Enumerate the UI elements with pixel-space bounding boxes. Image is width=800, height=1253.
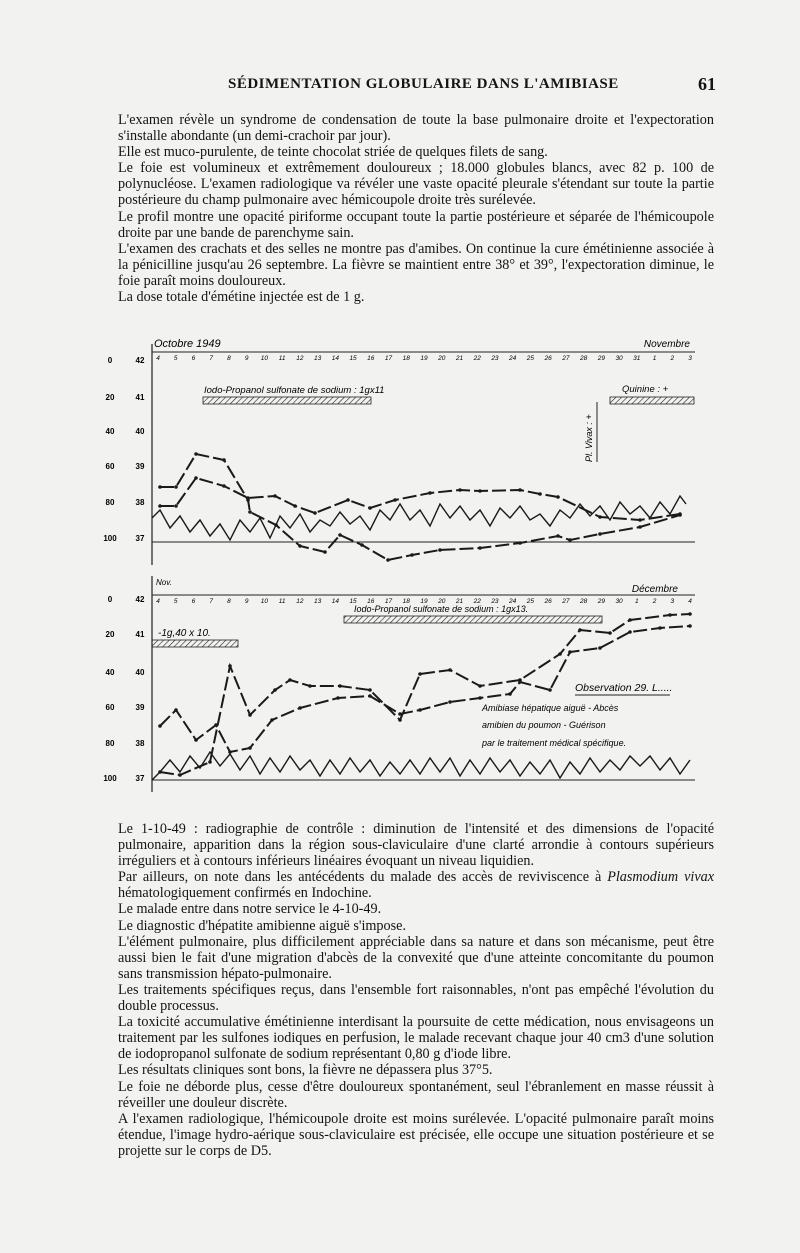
x-tick-label: 21 [455, 598, 464, 605]
sedimentation-1h-line-point [556, 534, 560, 538]
paragraph: Le 1-10-49 : radiographie de contrôle : diminution de l'intensité et des dimensions de l'opacité pulmonaire, apparition dans la région sous-claviculaire d'une clarté arrondie à contours supérieurs irréguliers et à contours inférieurs linéaires évoquant un niveau liquidien. [118, 821, 714, 870]
x-tick-label: 14 [331, 598, 339, 605]
treatment-label: Iodo-Propanol sulfonate de sodium : 1gx11 [204, 385, 385, 396]
x-tick-label: 2 [670, 355, 675, 362]
body-text-top [118, 112, 714, 305]
chart-2-y-left-labels [103, 595, 117, 783]
sedimentation-2h-line-point [393, 498, 397, 502]
sedimentation-2h-line-point [458, 488, 462, 492]
paragraph: Par ailleurs, on note dans les antécédents du malade des accès de reviviscence à Plasmodium vivax hématologiquement confirmés en Indochine. [118, 869, 715, 902]
observation-title: Observation 29. L..... [575, 682, 673, 694]
y-left-label: 20 [105, 393, 115, 402]
sedimentation-2h-line-point [368, 506, 372, 510]
sedimentation-1h-line-point [368, 688, 372, 692]
chart-1-y-left-labels [103, 356, 117, 543]
sedimentation-1h-line-point [158, 485, 162, 489]
sedimentation-2h-line-point [428, 491, 432, 495]
x-tick-label: 8 [227, 598, 231, 605]
sedimentation-1h-line-point [338, 684, 342, 688]
observation-line: par le traitement médical spécifique. [482, 738, 627, 748]
x-tick-label: 17 [384, 355, 393, 362]
y-temp-label: 37 [135, 774, 145, 783]
temperature-chart-figure [100, 330, 700, 805]
x-tick-label: 22 [473, 598, 481, 605]
y-temp-label: 39 [135, 703, 145, 712]
sedimentation-1h-line-point [360, 543, 364, 547]
sedimentation-1h-line-point [248, 510, 252, 514]
sedimentation-2h-line-point [568, 650, 572, 654]
x-tick-label: 24 [509, 598, 517, 605]
x-tick-label: 4 [156, 355, 160, 362]
body-text-bottom [118, 821, 714, 1159]
sedimentation-2h-line-point [448, 700, 452, 704]
x-tick-label: 11 [278, 355, 286, 362]
sedimentation-1h-line-point [273, 688, 277, 692]
chart-2-series [152, 612, 692, 780]
sedimentation-2h-line-point [368, 694, 372, 698]
chart-1-month-end: Novembre [643, 339, 690, 350]
y-left-label: 60 [105, 703, 115, 712]
y-left-label: 100 [103, 774, 117, 783]
x-tick-label: 9 [244, 355, 249, 362]
paragraph: Elle est muco-purulente, de teinte chocolat striée de quelques filets de sang. [118, 144, 548, 161]
sedimentation-1h-line-point [418, 672, 422, 676]
sedimentation-1h-line-point [438, 548, 442, 552]
sedimentation-1h-line-point [386, 558, 390, 562]
chart-2-month-start: Nov. [156, 578, 172, 587]
sedimentation-2h-line-point [548, 688, 552, 692]
sedimentation-2h-line-point [688, 624, 692, 628]
y-temp-label: 40 [135, 427, 145, 436]
paragraph: Le foie ne déborde plus, cesse d'être douloureux spontanément, seul l'ébranlement en masse réussit à réveiller une douleur discrète. [118, 1078, 714, 1111]
sedimentation-1h-line-point [448, 668, 452, 672]
y-temp-label: 38 [135, 498, 145, 507]
y-temp-label: 38 [135, 739, 145, 748]
treatment-bar [610, 397, 694, 404]
sedimentation-1h-line-point [478, 684, 482, 688]
y-temp-label: 41 [135, 393, 145, 402]
sedimentation-1h-line-point [228, 664, 232, 668]
x-tick-label: 7 [209, 355, 214, 362]
page-number: 61 [698, 74, 716, 94]
species-name: Plasmodium vivax [607, 869, 715, 886]
y-left-label: 60 [105, 462, 115, 471]
x-tick-label: 13 [313, 598, 322, 605]
observation-line: amibien du poumon - Guérison [482, 720, 606, 730]
y-left-label: 40 [105, 427, 115, 436]
x-tick-label: 29 [597, 598, 605, 605]
sedimentation-1h-line-point [638, 525, 642, 529]
paragraph: Les traitements spécifiques reçus, dans l'ensemble fort raisonnables, n'ont pas empêché l'évolution du double processus. [118, 981, 714, 1015]
x-tick-label: 31 [633, 355, 641, 362]
x-tick-label: 15 [349, 355, 357, 362]
chart-1-month-start: Octobre 1949 [154, 338, 221, 350]
x-tick-label: 13 [313, 355, 322, 362]
y-temp-label: 37 [135, 534, 145, 543]
paragraph: Les résultats cliniques sont bons, la fièvre ne dépassera plus 37°5. [118, 1062, 493, 1079]
x-tick-label: 20 [438, 598, 446, 605]
sedimentation-2h-line-point [598, 646, 602, 650]
sedimentation-2h-line-point [508, 692, 512, 696]
x-tick-label: 28 [579, 355, 588, 362]
paragraph: L'élément pulmonaire, plus difficilement appréciable dans sa nature et dans son mécanisme, peut être aussi bien le fait d'une migration d'abcès de la convexité que d'une atteinte concomitante du poumon sans transmission hépato-pulmonaire. [118, 933, 714, 982]
observation-note [481, 682, 672, 748]
sedimentation-1h-line-point [598, 532, 602, 536]
running-title: SÉDIMENTATION GLOBULAIRE DANS L'AMIBIASE [228, 76, 619, 92]
x-tick-label: 1 [652, 355, 657, 362]
x-tick-label: 10 [260, 355, 269, 362]
sedimentation-2h-line-point [398, 712, 402, 716]
sedimentation-1h-line-point [178, 773, 182, 777]
x-tick-label: 6 [191, 598, 196, 605]
x-tick-label: 26 [544, 598, 552, 605]
paragraph: Le diagnostic d'hépatite amibienne aiguë s'impose. [118, 917, 406, 934]
sedimentation-2h-line-point [222, 484, 226, 488]
sedimentation-2h-line-point [194, 738, 198, 742]
x-tick-label: 12 [296, 598, 304, 605]
sedimentation-1h-line-point [222, 458, 226, 462]
y-temp-label: 42 [135, 595, 145, 604]
sedimentation-2h-line-point [336, 696, 340, 700]
sedimentation-1h-line-point [308, 684, 312, 688]
x-tick-label: 12 [296, 355, 304, 362]
sedimentation-1h-line-point [568, 538, 572, 542]
x-tick-label: 5 [173, 355, 178, 362]
observation-line: Amibiase hépatique aiguë - Abcès [482, 703, 619, 713]
sedimentation-2h-line-point [174, 708, 178, 712]
y-temp-label: 42 [135, 356, 145, 365]
sedimentation-2h-line-point [518, 488, 522, 492]
paragraph: A l'examen radiologique, l'hémicoupole droite est moins surélevée. L'opacité pulmonaire paraît moins étendue, l'image hydro-aérique sous-claviculaire est précisée, elle occupe une situation postérieure et se projette sur le corps de D5. [118, 1110, 714, 1159]
sedimentation-2h-line-point [678, 512, 682, 516]
x-tick-label: 3 [670, 598, 675, 605]
treatment-bar [344, 616, 602, 623]
sedimentation-1h-line-point [174, 485, 178, 489]
paragraph: La dose totale d'émétine injectée est de 1 g. [118, 289, 365, 306]
sedimentation-2h-line-point [598, 515, 602, 519]
sedimentation-1h-line [160, 614, 690, 775]
sedimentation-1h-line-point [288, 678, 292, 682]
x-tick-label: 16 [367, 355, 375, 362]
x-tick-label: 29 [597, 355, 605, 362]
treatment-bar [203, 397, 371, 404]
y-left-label: 40 [105, 668, 115, 677]
x-tick-label: 2 [652, 598, 657, 605]
annotation-vivax: Pl. Vivax : + [584, 414, 594, 462]
x-tick-label: 19 [420, 598, 428, 605]
chart-2-y-right-labels [136, 595, 145, 783]
paragraph: Le profil montre une opacité piriforme occupant toute la partie postérieure et séparée de l'hémicoupole droite par une bande de parenchyme sain. [118, 208, 714, 241]
sedimentation-1h-line-point [558, 652, 562, 656]
page-header [118, 74, 718, 98]
sedimentation-1h-line-point [668, 613, 672, 617]
sedimentation-2h-line-point [246, 496, 250, 500]
sedimentation-2h-line-point [538, 492, 542, 496]
chart-1-y-right-labels [136, 356, 145, 543]
sedimentation-2h-line-point [293, 504, 297, 508]
sedimentation-2h-line-point [628, 630, 632, 634]
paragraph: La toxicité accumulative émétinienne interdisant la poursuite de cette médication, nous envisageons un traitement par les sulfones iodiques en perfusion, le malade recevant chaque jour 40 cm3 d'une solution de iodopropanol sulfonate de sodium représentant 0,80 g d'iode libre. [118, 1014, 714, 1063]
chart-1 [103, 338, 695, 565]
sedimentation-1h-line-point [410, 553, 414, 557]
chart-1-x-ticks [156, 355, 692, 362]
x-tick-label: 9 [244, 598, 249, 605]
x-tick-label: 22 [473, 355, 481, 362]
sedimentation-2h-line-point [313, 511, 317, 515]
sedimentation-2h-line-point [248, 746, 252, 750]
chart-2-month-end: Décembre [631, 584, 678, 595]
x-tick-label: 14 [331, 355, 339, 362]
sedimentation-2h-line-point [270, 718, 274, 722]
sedimentation-1h-line-point [298, 544, 302, 548]
treatment-bar [152, 640, 238, 647]
x-tick-label: 24 [509, 355, 517, 362]
x-tick-label: 8 [227, 355, 231, 362]
sedimentation-1h-line [160, 454, 680, 560]
sedimentation-1h-line-point [398, 718, 402, 722]
paragraph: Le foie est volumineux et extrêmement douloureux ; 18.000 globules blancs, avec 82 p. 100 de polynucléose. L'examen radiologique va révéler une vaste opacité pleurale s'étendant sur toute la partie postérieure du champ pulmonaire avec hémicoupole droite très surélevée. [118, 160, 714, 209]
x-tick-label: 17 [384, 598, 393, 605]
y-left-label: 100 [103, 534, 117, 543]
x-tick-label: 5 [173, 598, 178, 605]
x-tick-label: 15 [349, 598, 357, 605]
y-left-label: 80 [105, 739, 115, 748]
paragraph: L'examen révèle un syndrome de condensation de toute la base pulmonaire droite et l'expectoration s'installe abondante (un demi-crachoir par jour). [118, 112, 714, 145]
sedimentation-1h-line-point [194, 452, 198, 456]
sedimentation-2h-line-point [158, 504, 162, 508]
x-tick-label: 21 [455, 355, 464, 362]
paragraph: L'examen des crachats et des selles ne montre pas d'amibes. On continue la cure émétinienne associée à la pénicilline jusqu'au 26 septembre. La fièvre se maintient entre 38° et 39°, l'expectoration diminue, le foie paraît moins douloureux. [118, 240, 714, 289]
sedimentation-2h-line-point [478, 696, 482, 700]
x-tick-label: 19 [420, 355, 428, 362]
x-tick-label: 3 [688, 355, 692, 362]
sedimentation-1h-line-point [208, 760, 212, 764]
sedimentation-1h-line-point [628, 618, 632, 622]
sedimentation-2h-line-point [478, 489, 482, 493]
chart-1-series [152, 452, 686, 562]
y-temp-label: 39 [135, 462, 145, 471]
x-tick-label: 20 [438, 355, 446, 362]
x-tick-label: 26 [544, 355, 552, 362]
sedimentation-2h-line-point [194, 476, 198, 480]
sedimentation-1h-line-point [518, 541, 522, 545]
temperature-line [152, 752, 690, 780]
x-tick-label: 4 [156, 598, 160, 605]
y-left-label: 80 [105, 498, 115, 507]
x-tick-label: 27 [562, 598, 570, 605]
x-tick-label: 18 [402, 598, 410, 605]
x-tick-label: 11 [278, 598, 286, 605]
sedimentation-2h-line-point [518, 680, 522, 684]
x-tick-label: 16 [367, 598, 375, 605]
x-tick-label: 7 [209, 598, 214, 605]
x-tick-label: 6 [191, 355, 196, 362]
x-tick-label: 30 [615, 598, 623, 605]
x-tick-label: 28 [579, 598, 588, 605]
sedimentation-1h-line-point [338, 533, 342, 537]
y-temp-label: 40 [135, 668, 145, 677]
sedimentation-2h-line-point [174, 504, 178, 508]
sedimentation-1h-line-point [688, 612, 692, 616]
sedimentation-2h-line-point [298, 706, 302, 710]
x-tick-label: 23 [491, 355, 499, 362]
y-left-label: 20 [105, 630, 115, 639]
sedimentation-2h-line-point [214, 723, 218, 727]
y-temp-label: 41 [135, 630, 145, 639]
y-left-label: 0 [107, 356, 113, 365]
paragraph: Le malade entre dans notre service le 4-10-49. [118, 901, 382, 918]
x-tick-label: 18 [402, 355, 410, 362]
sedimentation-1h-line-point [578, 628, 582, 632]
x-tick-label: 23 [491, 598, 499, 605]
x-tick-label: 27 [562, 355, 570, 362]
x-tick-label: 4 [688, 598, 692, 605]
sedimentation-2h-line-point [346, 498, 350, 502]
x-tick-label: 30 [615, 355, 623, 362]
x-tick-label: 10 [260, 598, 269, 605]
sedimentation-1h-line-point [323, 550, 327, 554]
sedimentation-1h-line-point [608, 631, 612, 635]
x-tick-label: 25 [526, 598, 535, 605]
sedimentation-2h-line-point [638, 518, 642, 522]
treatment-label: Quinine : + [622, 384, 669, 395]
x-tick-label: 1 [634, 598, 639, 605]
treatment-label: -1g,40 x 10. [158, 628, 211, 639]
y-left-label: 0 [107, 595, 113, 604]
treatment-label: Iodo-Propanol sulfonate de sodium : 1gx13. [354, 604, 529, 614]
x-tick-label: 25 [526, 355, 535, 362]
sedimentation-2h-line-point [158, 724, 162, 728]
sedimentation-1h-line-point [478, 546, 482, 550]
sedimentation-2h-line-point [418, 708, 422, 712]
chart-2 [103, 576, 695, 792]
sedimentation-2h-line-point [556, 495, 560, 499]
sedimentation-2h-line-point [658, 626, 662, 630]
sedimentation-2h-line-point [273, 494, 277, 498]
sedimentation-1h-line-point [248, 713, 252, 717]
